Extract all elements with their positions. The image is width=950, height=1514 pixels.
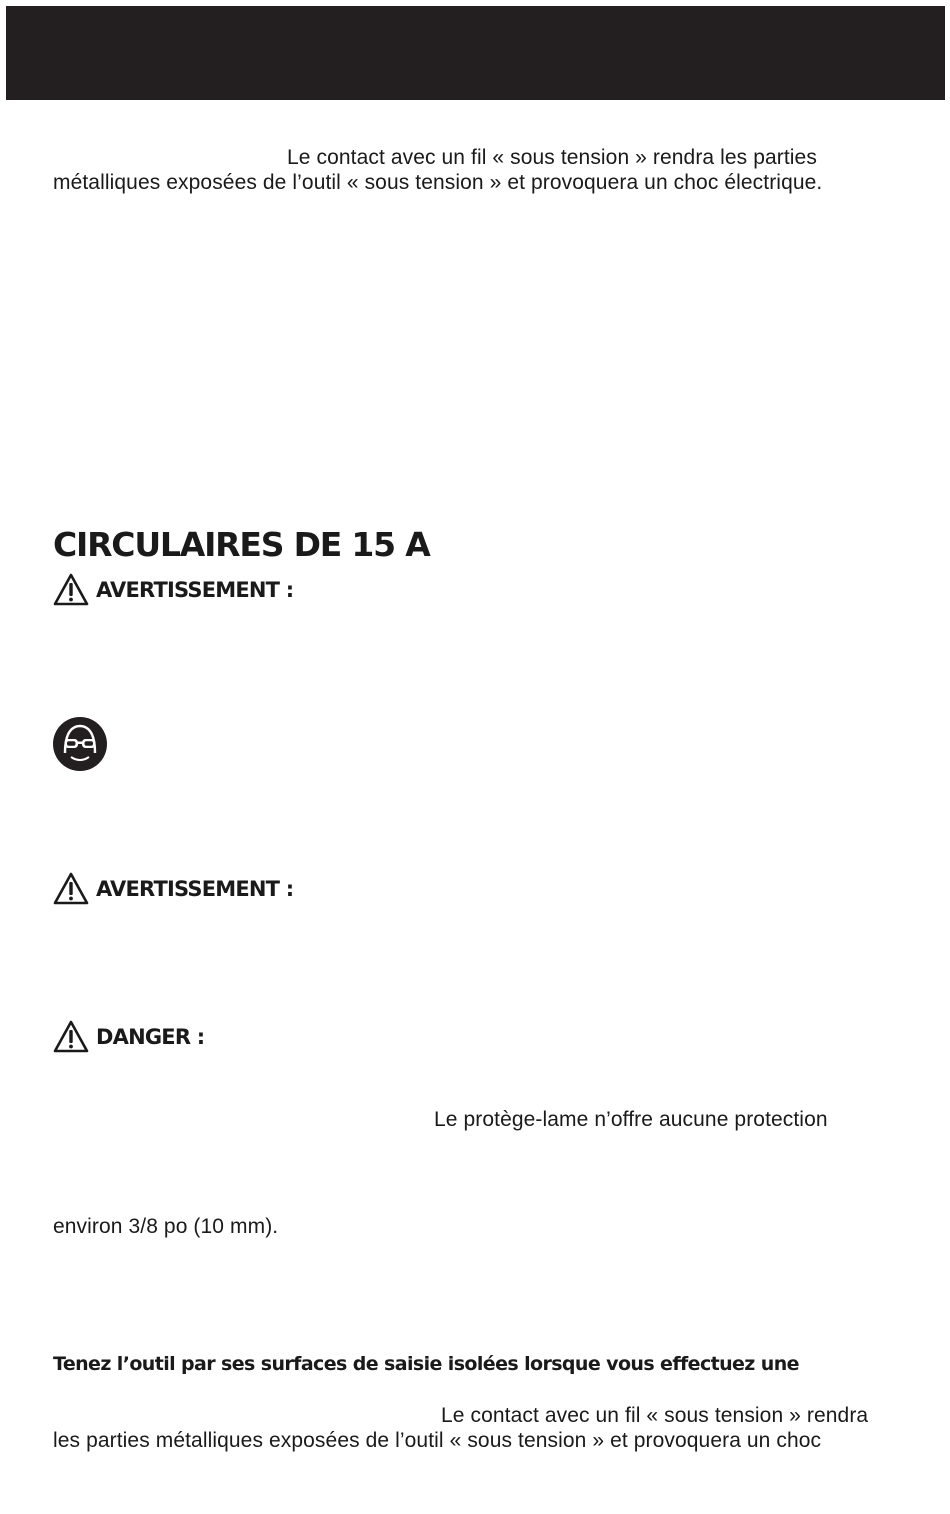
warning-label	[53, 573, 293, 606]
warning-triangle-icon	[53, 1020, 89, 1053]
bold-instruction: Tenez l’outil par ses surfaces de saisie isolées lorsque vous effectuez une	[53, 1353, 799, 1375]
paragraph-line: environ 3/8 po (10 mm).	[53, 1215, 279, 1238]
warning-triangle-icon	[53, 872, 89, 905]
warning-label	[53, 872, 293, 905]
section-heading: CIRCULAIRES DE 15 A	[53, 525, 430, 564]
warning-triangle-icon	[53, 573, 89, 606]
paragraph-line: les parties métalliques exposées de l’outil « sous tension » et provoquera un choc	[53, 1429, 822, 1452]
safety-goggles-icon	[53, 717, 107, 771]
header-bar	[6, 6, 945, 100]
paragraph-line: Le contact avec un fil « sous tension » rendra	[441, 1404, 869, 1427]
paragraph-line: Le contact avec un fil « sous tension » rendra les parties	[287, 146, 817, 169]
warning-label-text: AVERTISSEMENT :	[96, 577, 294, 602]
danger-label-text: DANGER :	[96, 1024, 205, 1049]
warning-label-text: AVERTISSEMENT :	[96, 876, 294, 901]
danger-label	[53, 1020, 204, 1053]
paragraph-line: Le protège-lame n’offre aucune protection	[434, 1108, 828, 1131]
paragraph-line: métalliques exposées de l’outil « sous tension » et provoquera un choc électrique.	[53, 171, 823, 194]
